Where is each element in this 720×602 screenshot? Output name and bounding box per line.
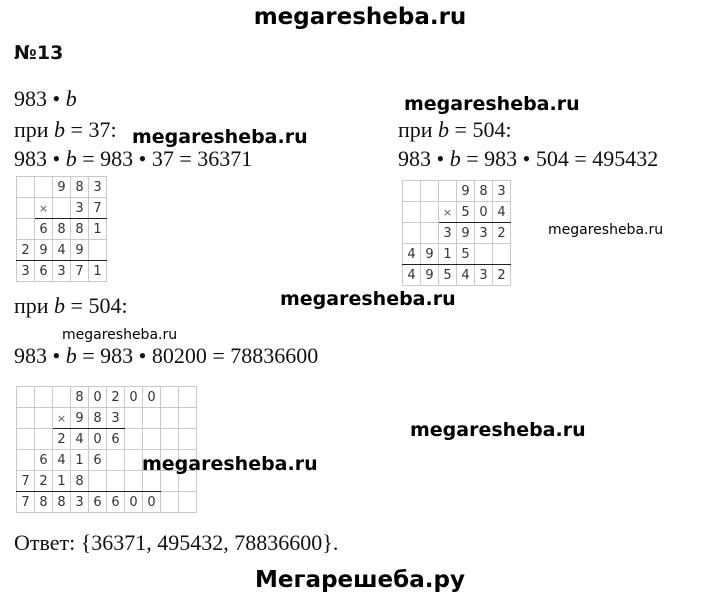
watermark-6[interactable]: megaresheba.ru <box>142 453 318 475</box>
grid-cell <box>53 387 71 408</box>
case3-cond-suffix: = 504: <box>65 293 128 318</box>
grid-cell: 8 <box>71 471 89 492</box>
case1-cond-var: b <box>54 117 66 142</box>
grid-cell: 3 <box>475 265 493 286</box>
grid-cell: 6 <box>89 450 107 471</box>
grid-cell: 3 <box>439 223 457 244</box>
expression-base: 983 • <box>14 86 66 111</box>
grid-cell <box>89 471 107 492</box>
grid-cell: 1 <box>53 471 71 492</box>
grid-row <box>17 429 197 450</box>
watermark-3[interactable]: megaresheba.ru <box>548 222 664 238</box>
grid-row <box>17 240 107 261</box>
grid-cell <box>161 408 179 429</box>
grid-cell: 6 <box>35 261 53 282</box>
grid-cell: 6 <box>35 450 53 471</box>
grid-cell: 0 <box>125 387 143 408</box>
grid-cell: 2 <box>53 429 71 450</box>
case3-calc-suffix: = 983 • 80200 = 78836600 <box>76 343 319 368</box>
grid-cell: 4 <box>493 202 511 223</box>
grid-cell <box>403 202 421 223</box>
grid-cell <box>125 450 143 471</box>
grid-cell: 4 <box>403 244 421 265</box>
grid-row <box>17 219 107 240</box>
case1-calc-prefix: 983 • <box>14 146 66 171</box>
grid-cell: 3 <box>493 181 511 202</box>
grid-cell <box>439 181 457 202</box>
grid-cell <box>421 202 439 223</box>
grid-cell <box>403 181 421 202</box>
grid-cell: 6 <box>107 429 125 450</box>
watermark-1[interactable]: megaresheba.ru <box>132 126 308 148</box>
case2-calculation <box>398 146 658 172</box>
grid-row <box>403 244 511 265</box>
grid-cell: 3 <box>71 198 89 219</box>
grid-cell <box>143 408 161 429</box>
grid-cell <box>493 244 511 265</box>
grid-row <box>17 198 107 219</box>
grid-cell <box>35 429 53 450</box>
grid-cell <box>179 429 197 450</box>
case3-calculation <box>14 343 318 369</box>
grid-cell: × <box>439 202 457 223</box>
case1-cond-prefix: при <box>14 117 55 142</box>
grid-cell <box>179 387 197 408</box>
grid-cell: 5 <box>457 202 475 223</box>
grid-cell: 8 <box>71 387 89 408</box>
grid-cell: 1 <box>89 219 107 240</box>
case2-calc-suffix: = 983 • 504 = 495432 <box>460 146 659 171</box>
grid-cell: 3 <box>17 261 35 282</box>
watermark-bottom[interactable]: Мегарешеба.ру <box>255 567 465 593</box>
expression <box>14 86 77 112</box>
grid-cell <box>179 408 197 429</box>
grid-cell: 8 <box>89 408 107 429</box>
grid-cell: 7 <box>71 261 89 282</box>
grid-cell: 7 <box>17 492 35 513</box>
case1-calc-var: b <box>65 146 77 171</box>
grid-cell: 8 <box>71 177 89 198</box>
watermark-5[interactable]: megaresheba.ru <box>62 327 178 343</box>
answer: Ответ: {36371, 495432, 78836600}. <box>14 530 339 555</box>
case3-calc-prefix: 983 • <box>14 343 66 368</box>
grid-cell: 9 <box>457 223 475 244</box>
grid-cell: 7 <box>89 198 107 219</box>
grid-cell <box>107 450 125 471</box>
grid-cell: 2 <box>17 240 35 261</box>
grid-cell: 6 <box>35 219 53 240</box>
grid-cell: 3 <box>71 492 89 513</box>
grid-cell <box>475 244 493 265</box>
watermark-4[interactable]: megaresheba.ru <box>280 288 456 310</box>
grid-cell: 7 <box>17 471 35 492</box>
grid-cell <box>89 240 107 261</box>
expression-var: b <box>65 86 77 111</box>
grid-cell: 5 <box>439 265 457 286</box>
grid-cell <box>143 429 161 450</box>
grid-cell <box>17 198 35 219</box>
grid-cell: 0 <box>143 387 161 408</box>
case2-cond-suffix: = 504: <box>449 117 512 142</box>
grid-cell <box>107 471 125 492</box>
case2-calc-prefix: 983 • <box>398 146 450 171</box>
case1-cond-suffix: = 37: <box>65 117 117 142</box>
grid-cell <box>421 223 439 244</box>
grid-cell: 3 <box>107 408 125 429</box>
grid-row <box>403 181 511 202</box>
grid-cell: 0 <box>89 429 107 450</box>
grid-cell <box>125 408 143 429</box>
multiplication-grid-1 <box>16 176 107 282</box>
watermark-top[interactable]: megaresheba.ru <box>253 4 467 30</box>
case2-condition <box>398 117 512 143</box>
watermark-2[interactable]: megaresheba.ru <box>404 93 580 115</box>
multiplication-grid-2 <box>402 180 511 286</box>
grid-cell: 8 <box>35 492 53 513</box>
grid-cell: 0 <box>125 492 143 513</box>
case3-cond-var: b <box>54 293 66 318</box>
grid-cell: 4 <box>53 450 71 471</box>
grid-cell <box>125 471 143 492</box>
grid-cell: × <box>53 408 71 429</box>
grid-cell: 8 <box>71 219 89 240</box>
grid-cell <box>421 181 439 202</box>
grid-cell: 9 <box>457 181 475 202</box>
grid-row <box>403 202 511 223</box>
case1-condition <box>14 117 117 143</box>
case1-calculation <box>14 146 252 172</box>
grid-cell <box>161 429 179 450</box>
grid-row <box>17 261 107 282</box>
grid-row <box>17 177 107 198</box>
grid-cell: 2 <box>493 265 511 286</box>
grid-cell: 1 <box>71 450 89 471</box>
grid-cell: 3 <box>53 261 71 282</box>
grid-cell <box>53 198 71 219</box>
case2-cond-prefix: при <box>398 117 439 142</box>
grid-cell: 4 <box>53 240 71 261</box>
grid-cell: 8 <box>53 492 71 513</box>
grid-cell <box>35 408 53 429</box>
grid-row <box>17 387 197 408</box>
grid-cell: 9 <box>53 177 71 198</box>
grid-cell <box>403 223 421 244</box>
grid-cell: 9 <box>421 244 439 265</box>
case1-calc-suffix: = 983 • 37 = 36371 <box>76 146 253 171</box>
case3-calc-var: b <box>65 343 77 368</box>
grid-cell: 2 <box>107 387 125 408</box>
grid-cell: 9 <box>71 408 89 429</box>
grid-cell: 4 <box>457 265 475 286</box>
grid-cell <box>161 387 179 408</box>
grid-cell: 0 <box>143 492 161 513</box>
grid-cell: 4 <box>71 429 89 450</box>
case3-cond-prefix: при <box>14 293 55 318</box>
grid-cell <box>35 177 53 198</box>
multiplication-grid-3 <box>16 386 197 513</box>
case2-cond-var: b <box>438 117 450 142</box>
grid-cell <box>17 177 35 198</box>
watermark-7[interactable]: megaresheba.ru <box>410 419 586 441</box>
grid-cell: 1 <box>89 261 107 282</box>
grid-row <box>403 223 511 244</box>
grid-row <box>403 265 511 286</box>
grid-cell: 6 <box>107 492 125 513</box>
grid-cell <box>179 492 197 513</box>
grid-cell: 8 <box>53 219 71 240</box>
grid-cell: 0 <box>89 387 107 408</box>
grid-row <box>17 408 197 429</box>
grid-cell: 5 <box>457 244 475 265</box>
grid-cell: 4 <box>403 265 421 286</box>
grid-cell: 9 <box>35 240 53 261</box>
grid-row <box>17 492 197 513</box>
case2-calc-var: b <box>449 146 461 171</box>
grid-cell: 3 <box>475 223 493 244</box>
grid-cell <box>17 387 35 408</box>
grid-cell <box>35 387 53 408</box>
grid-cell <box>17 219 35 240</box>
grid-cell: 8 <box>475 181 493 202</box>
grid-cell: 3 <box>89 177 107 198</box>
grid-cell: 2 <box>493 223 511 244</box>
case3-condition <box>14 293 128 319</box>
grid-cell <box>161 492 179 513</box>
grid-cell <box>125 429 143 450</box>
problem-number: №13 <box>14 42 64 64</box>
grid-cell: 9 <box>421 265 439 286</box>
grid-cell: × <box>35 198 53 219</box>
grid-cell: 2 <box>35 471 53 492</box>
grid-cell: 9 <box>71 240 89 261</box>
grid-cell <box>17 429 35 450</box>
grid-cell <box>17 408 35 429</box>
grid-cell <box>17 450 35 471</box>
grid-cell: 0 <box>475 202 493 223</box>
grid-cell: 1 <box>439 244 457 265</box>
grid-cell: 6 <box>89 492 107 513</box>
